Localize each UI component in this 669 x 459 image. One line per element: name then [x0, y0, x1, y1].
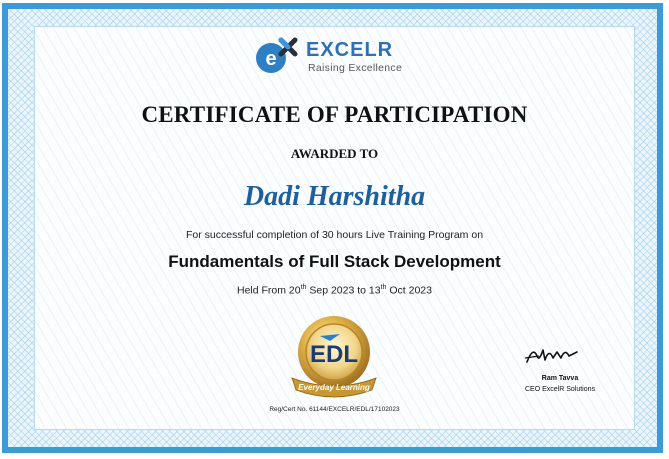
completion-description: For successful completion of 30 hours Live Training Program on [185, 229, 484, 241]
seal-ribbon-text: Everyday Learning [298, 383, 370, 392]
held-mid: Sep 2023 to 13 [306, 284, 381, 297]
held-prefix: Held From 20 [237, 284, 301, 297]
seal-main-text: EDL [310, 341, 358, 368]
course-title: Fundamentals of Full Stack Development [168, 252, 501, 271]
logo-tagline: Raising Excellence [308, 62, 403, 74]
awarded-to-label: AWARDED TO [290, 146, 379, 161]
recipient-name: Dadi Harshitha [243, 181, 426, 212]
signatory-role: CEO ExcelR Solutions [524, 386, 596, 393]
signatory-name: Ram Tavva [541, 375, 579, 382]
edl-seal [286, 314, 382, 400]
held-suffix: Oct 2023 [386, 284, 432, 297]
logo-wordmark: EXCELR [306, 39, 394, 61]
held-dates [0, 284, 669, 297]
excelr-logo-icon [251, 34, 303, 76]
excelr-logo [251, 30, 421, 78]
registration-number: Reg/Cert No. 61144/EXCELR/EDL/17102023 [269, 406, 400, 413]
held-start-sup: th [300, 284, 307, 291]
signature-mark [523, 342, 581, 366]
certificate-title: CERTIFICATE OF PARTICIPATION [141, 102, 528, 127]
held-end-sup: th [380, 284, 387, 291]
svg-text:e: e [265, 48, 277, 70]
